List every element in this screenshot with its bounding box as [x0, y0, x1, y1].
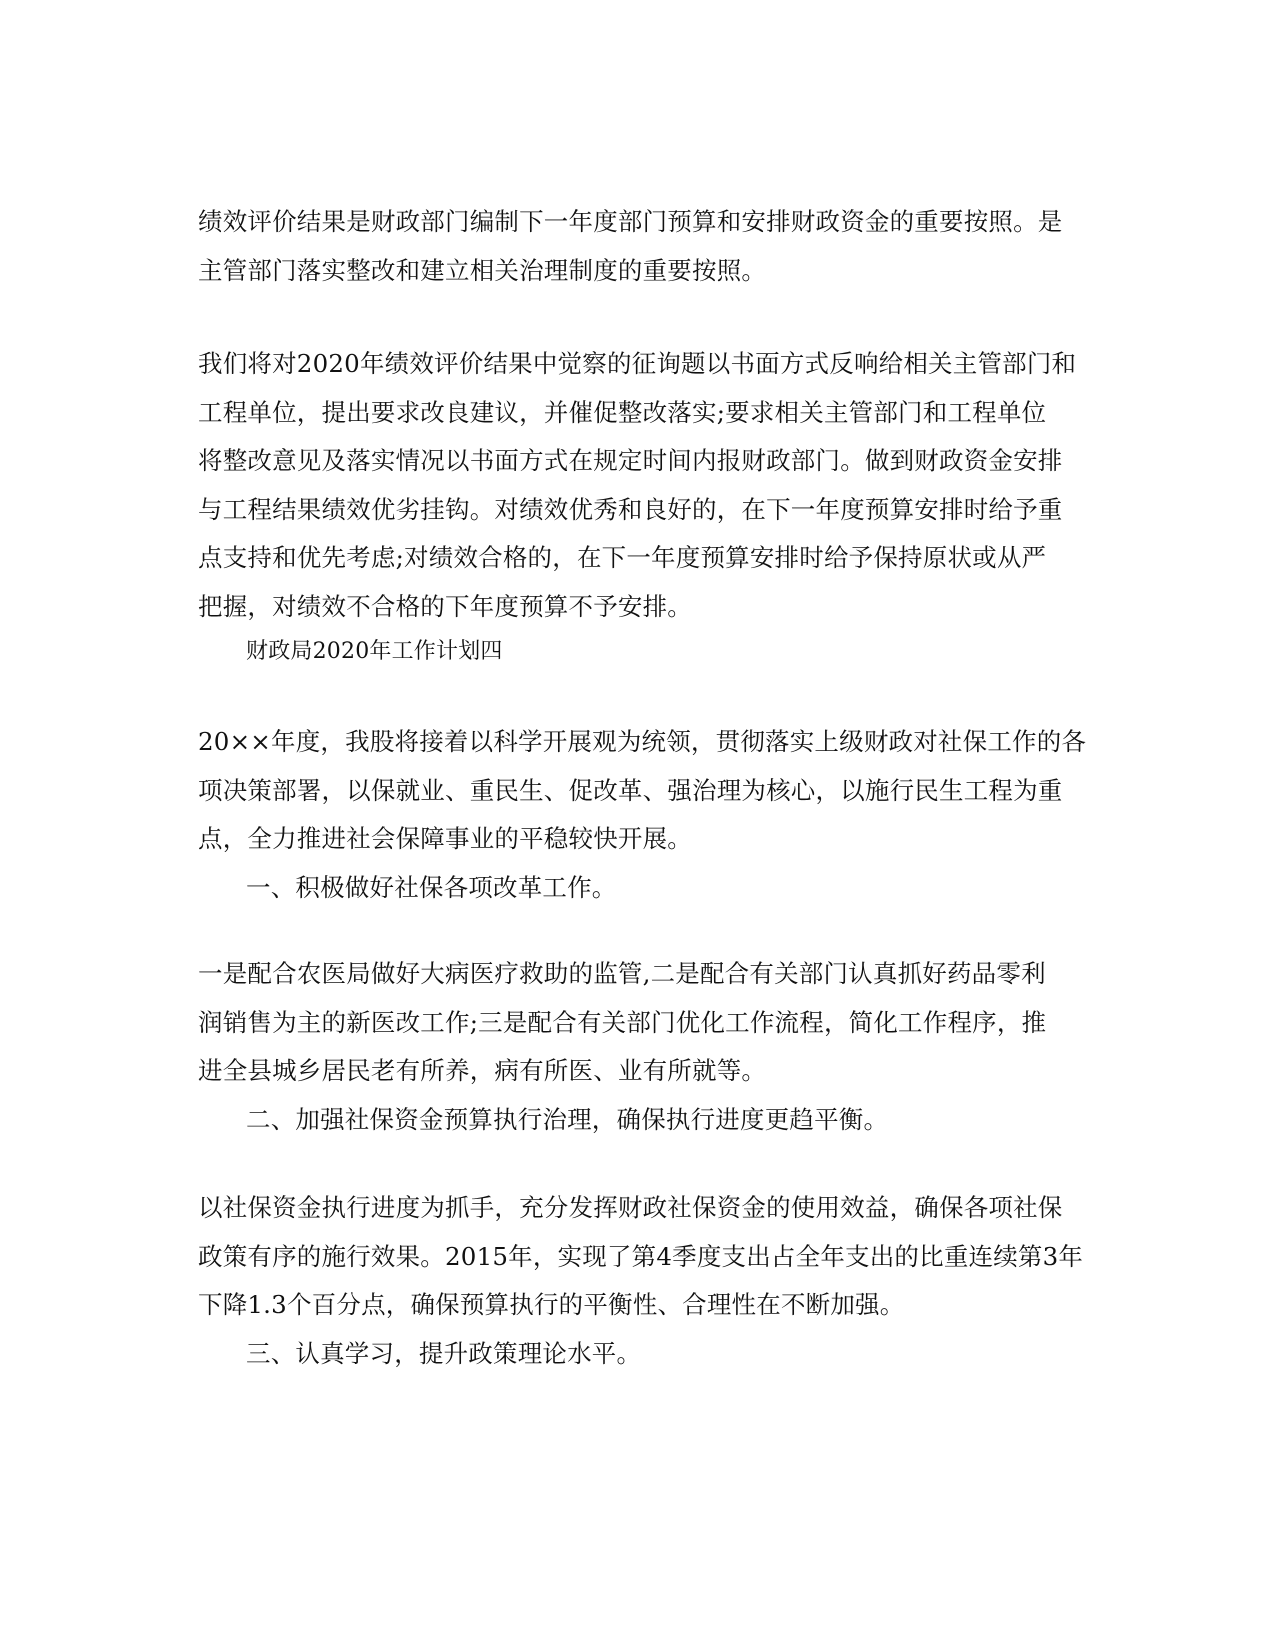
section-title: 财政局2020年工作计划四 — [246, 639, 503, 664]
paragraph-1 — [198, 198, 1078, 295]
text-line: 以社保资金执行进度为抓手，充分发挥财政社保资金的使用效益，确保各项社保 — [198, 1193, 1063, 1222]
text-line: 主管部门落实整改和建立相关治理制度的重要按照。 — [198, 255, 767, 285]
text-line: 点，全力推进社会保障事业的平稳较快开展。 — [198, 824, 692, 853]
text-line: 下降1.3个百分点，确保预算执行的平衡性、合理性在不断加强。 — [198, 1290, 905, 1319]
text-line: 点支持和优先考虑;对绩效合格的，在下一年度预算安排时给予保持原状或从严 — [198, 543, 1047, 572]
text-line: 工程单位，提出要求改良建议，并催促整改落实;要求相关主管部门和工程单位 — [198, 397, 1047, 427]
text-line: 润销售为主的新医改工作;三是配合有关部门优化工作流程，简化工作程序，推 — [198, 1007, 1047, 1037]
paragraph-5 — [198, 1184, 1084, 1378]
text-line: 进全县城乡居民老有所养，病有所医、业有所就等。 — [198, 1056, 767, 1085]
subheading: 二、加强社保资金预算执行治理，确保执行进度更趋平衡。 — [246, 1104, 889, 1134]
text-line: 把握，对绩效不合格的下年度预算不予安排。 — [198, 591, 692, 621]
paragraph-4 — [198, 950, 1078, 1144]
text-line: 一是配合农医局做好大病医疗救助的监管,二是配合有关部门认真抓好药品零利 — [198, 959, 1046, 988]
text-line: 项决策部署，以保就业、重民生、促改革、强治理为核心，以施行民生工程为重 — [198, 775, 1063, 805]
text-line: 20××年度，我股将接着以科学开展观为统领，贯彻落实上级财政对社保工作的各 — [198, 727, 1087, 756]
paragraph-3 — [198, 718, 1087, 912]
text-line: 与工程结果绩效优劣挂钩。对绩效优秀和良好的，在下一年度预算安排时给予重 — [198, 494, 1063, 524]
text-line: 将整改意见及落实情况以书面方式在规定时间内报财政部门。做到财政资金安排 — [198, 446, 1063, 475]
section-heading — [198, 628, 1078, 677]
text-line: 政策有序的施行效果。2015年，实现了第4季度支出占全年支出的比重连续第3年 — [198, 1241, 1084, 1271]
subheading: 三、认真学习，提升政策理论水平。 — [246, 1338, 642, 1368]
subheading: 一、积极做好社保各项改革工作。 — [246, 872, 617, 902]
paragraph-2 — [198, 340, 1078, 631]
text-line: 我们将对2020年绩效评价结果中觉察的征询题以书面方式反响给相关主管部门和 — [198, 349, 1077, 378]
text-line: 绩效评价结果是财政部门编制下一年度部门预算和安排财政资金的重要按照。是 — [198, 207, 1063, 236]
